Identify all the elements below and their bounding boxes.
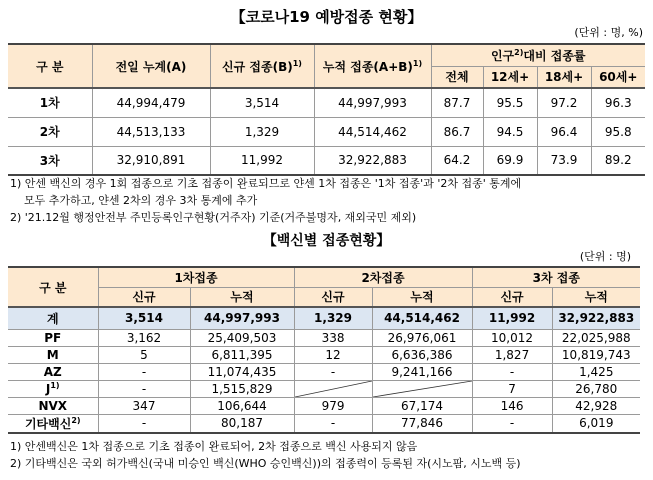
cell-new: 11,992 — [210, 146, 314, 175]
table-row — [8, 397, 640, 414]
table-row — [8, 146, 645, 175]
cell-d2-new: 338 — [294, 329, 372, 346]
cell-d3-cum: 26,780 — [552, 380, 640, 397]
cell-d3-new: 7 — [472, 380, 552, 397]
cell-prev: 44,513,133 — [92, 117, 210, 146]
row-label: 3차 — [8, 146, 92, 175]
header-18plus: 18세+ — [537, 66, 591, 88]
cell-d3-cum: 32,922,883 — [552, 307, 640, 329]
cell-d1-cum: 25,409,503 — [190, 329, 294, 346]
header-category: 구 분 — [8, 267, 98, 307]
cell-d3-cum: 6,019 — [552, 414, 640, 433]
row-label: M — [8, 346, 98, 363]
cell-cum: 44,997,993 — [314, 88, 431, 117]
header-dose2: 2차접종 — [294, 267, 472, 287]
header-cum: 누적 — [372, 287, 472, 307]
cell-new: 3,514 — [210, 88, 314, 117]
cell-12plus: 94.5 — [483, 117, 537, 146]
row-label: 1차 — [8, 88, 92, 117]
cell-d2-new: - — [294, 414, 372, 433]
section-title: 【백신별 접종현황】 — [262, 233, 391, 249]
header-dose3: 3차 접종 — [472, 267, 640, 287]
cell-d3-new: 11,992 — [472, 307, 552, 329]
cell-18plus: 97.2 — [537, 88, 591, 117]
cell-d2-cum: 44,514,462 — [372, 307, 472, 329]
cell-60plus: 89.2 — [591, 146, 645, 175]
cell-18plus: 96.4 — [537, 117, 591, 146]
table-row — [8, 380, 640, 397]
cell-d1-new: - — [98, 363, 190, 380]
header-cumulative: 누적 접종$(A+B)^{1)}$ — [314, 44, 431, 88]
footnote: 2) 기타백신은 국외 허가백신(국내 미승인 백신(WHO 승인백신))의 접종력이 등록된 자(시노팜, 시노백 등) — [10, 457, 521, 470]
cell-cum: 44,514,462 — [314, 117, 431, 146]
table-row — [8, 346, 640, 363]
cell-all: 86.7 — [431, 117, 483, 146]
header-new: 신규 접종$(B)^{1)}$ — [210, 44, 314, 88]
cell-d2-cum: 26,976,061 — [372, 329, 472, 346]
cell-d2-new: - — [294, 363, 372, 380]
row-label: $J^{1)}$ — [8, 380, 98, 397]
cell-d1-cum: 1,515,829 — [190, 380, 294, 397]
header-pop-ratio: 인구$^{2)}$대비 접종률 — [431, 44, 645, 66]
cell-d1-cum: 80,187 — [190, 414, 294, 433]
cell-d1-cum: 106,644 — [190, 397, 294, 414]
row-label: 기타백신$^{2)}$ — [8, 414, 98, 433]
unit-label: (단위 : 명) — [579, 250, 631, 263]
cell-d1-cum: 44,997,993 — [190, 307, 294, 329]
cell-d3-cum: 10,819,743 — [552, 346, 640, 363]
vaccine-by-type-table — [8, 266, 640, 434]
header-new: 신규 — [472, 287, 552, 307]
cell-d3-new: 10,012 — [472, 329, 552, 346]
cell-prev: 44,994,479 — [92, 88, 210, 117]
vaccination-status-table — [8, 43, 645, 176]
footnote: 모두 추가하고, 얀센 2차의 경우 3차 통계에 추가 — [10, 194, 258, 207]
cell-d2-new: 12 — [294, 346, 372, 363]
footnotes-1 — [10, 175, 640, 226]
diagonal-slash — [295, 381, 372, 397]
cell-d1-new: 3,162 — [98, 329, 190, 346]
header-dose1: 1차접종 — [98, 267, 294, 287]
cell-d2-cum: 67,174 — [372, 397, 472, 414]
table-row — [8, 363, 640, 380]
header-cum: 누적 — [552, 287, 640, 307]
cell-12plus: 69.9 — [483, 146, 537, 175]
cell-d3-cum: 22,025,988 — [552, 329, 640, 346]
unit-label: (단위 : 명, %) — [574, 26, 643, 39]
table-row — [8, 329, 640, 346]
header-all: 전체 — [431, 66, 483, 88]
cell-d3-cum: 42,928 — [552, 397, 640, 414]
row-label: AZ — [8, 363, 98, 380]
cell-d1-new: 347 — [98, 397, 190, 414]
table-row — [8, 88, 645, 117]
cell-60plus: 95.8 — [591, 117, 645, 146]
cell-d1-new: 3,514 — [98, 307, 190, 329]
cell-d2-cum-not-applicable — [372, 380, 472, 397]
cell-d2-cum: 6,636,386 — [372, 346, 472, 363]
header-new: 신규 — [294, 287, 372, 307]
footnotes-2 — [10, 438, 640, 472]
row-label: 2차 — [8, 117, 92, 146]
cell-all: 64.2 — [431, 146, 483, 175]
header-category: 구 분 — [8, 44, 92, 88]
table-row — [8, 117, 645, 146]
cell-new: 1,329 — [210, 117, 314, 146]
cell-d1-new: - — [98, 414, 190, 433]
cell-d2-new-not-applicable — [294, 380, 372, 397]
cell-d1-new: 5 — [98, 346, 190, 363]
cell-d2-cum: 77,846 — [372, 414, 472, 433]
cell-d3-new: 146 — [472, 397, 552, 414]
cell-cum: 32,922,883 — [314, 146, 431, 175]
cell-all: 87.7 — [431, 88, 483, 117]
cell-d2-new: 979 — [294, 397, 372, 414]
header-cum: 누적 — [190, 287, 294, 307]
footnote: 1) 안센 백신의 경우 1회 접종으로 기초 접종이 완료되므로 얀센 1차 접종은 '1차 접종'과 '2차 접종' 통계에 — [10, 177, 522, 190]
cell-d3-new: - — [472, 363, 552, 380]
cell-d2-new: 1,329 — [294, 307, 372, 329]
cell-d3-cum: 1,425 — [552, 363, 640, 380]
cell-60plus: 96.3 — [591, 88, 645, 117]
header-prev-total: 전일 누계(A) — [92, 44, 210, 88]
cell-d3-new: 1,827 — [472, 346, 552, 363]
header-12plus: 12세+ — [483, 66, 537, 88]
footnote: 1) 안센백신은 1차 접종으로 기초 접종이 완료되어, 2차 접종으로 백신 사용되지 않음 — [10, 440, 418, 453]
header-new: 신규 — [98, 287, 190, 307]
table-row — [8, 414, 640, 433]
cell-d1-cum: 6,811,395 — [190, 346, 294, 363]
cell-d1-cum: 11,074,435 — [190, 363, 294, 380]
row-label: NVX — [8, 397, 98, 414]
cell-18plus: 73.9 — [537, 146, 591, 175]
diagonal-slash — [373, 381, 472, 397]
row-label: PF — [8, 329, 98, 346]
footnote: 2) '21.12월 행정안전부 주민등록인구현황(거주자) 기준(거주불명자, 재외국민 제외) — [10, 211, 417, 224]
cell-d3-new: - — [472, 414, 552, 433]
page-title: 【코로나19 예방접종 현황】 — [230, 8, 423, 26]
cell-prev: 32,910,891 — [92, 146, 210, 175]
row-label: 계 — [8, 307, 98, 329]
cell-12plus: 95.5 — [483, 88, 537, 117]
cell-d1-new: - — [98, 380, 190, 397]
header-60plus: 60세+ — [591, 66, 645, 88]
total-row — [8, 307, 640, 329]
cell-d2-cum: 9,241,166 — [372, 363, 472, 380]
